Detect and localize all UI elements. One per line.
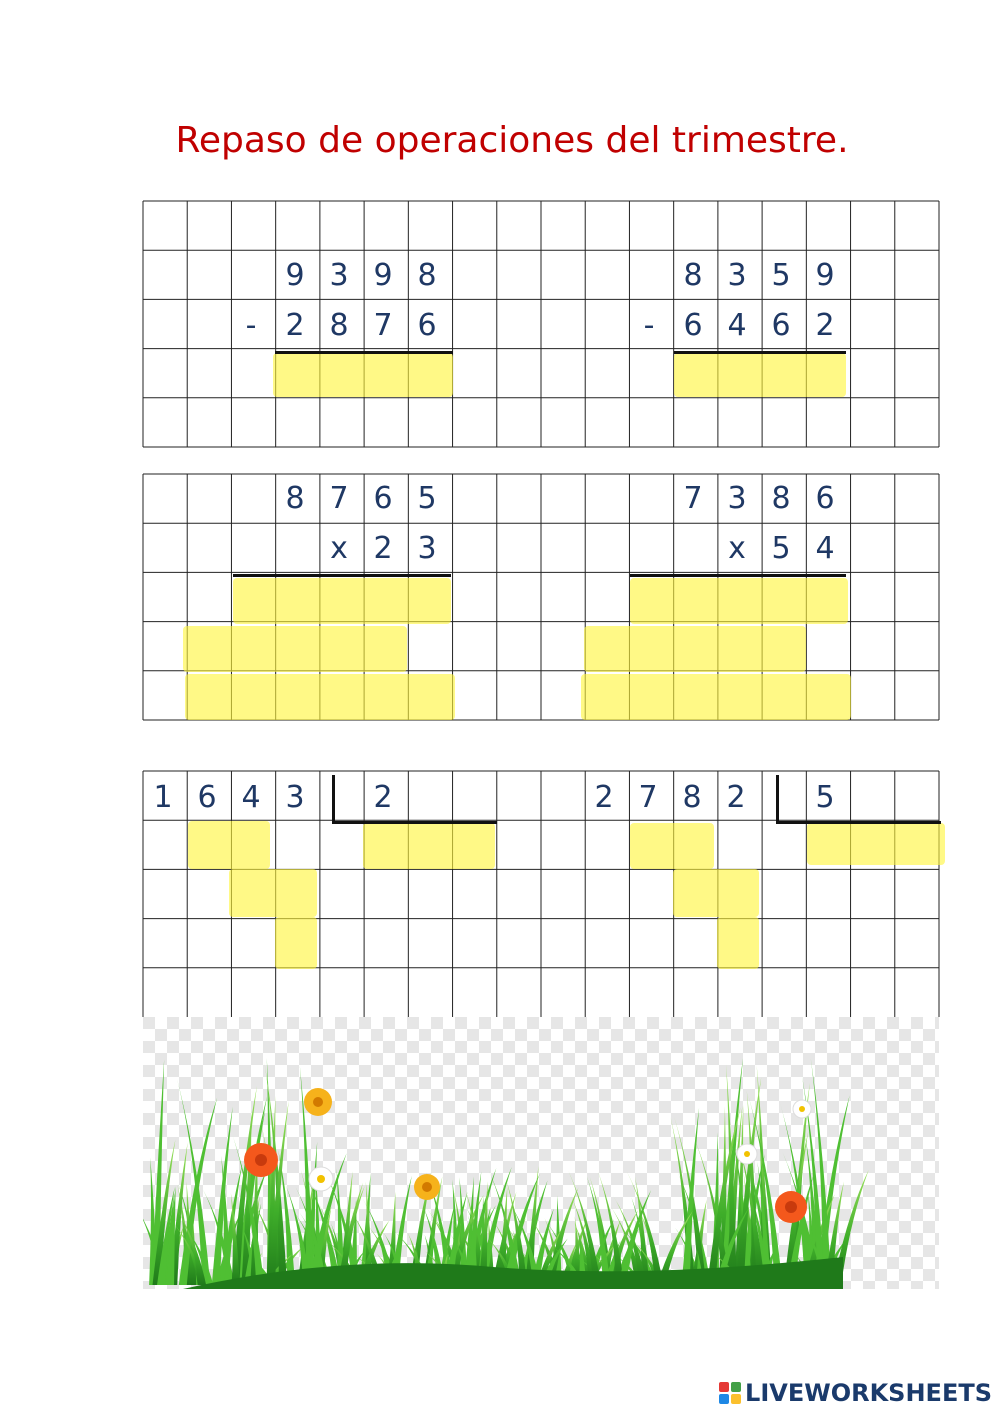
digit: 3 <box>285 780 305 815</box>
multiplication-grid <box>143 474 939 720</box>
minus-sign: - <box>245 308 257 343</box>
liveworksheets-logo <box>719 1379 992 1407</box>
digit: 8 <box>683 258 703 293</box>
digit: 6 <box>373 481 393 516</box>
division-bracket <box>776 821 941 824</box>
underline-rule <box>674 351 846 354</box>
answer-field[interactable] <box>674 353 846 397</box>
page-title: Repaso de operaciones del trimestre. <box>175 120 849 161</box>
answer-field[interactable] <box>229 869 317 917</box>
grass-illustration <box>143 1017 939 1289</box>
minus-sign: - <box>643 308 655 343</box>
digit: 4 <box>241 780 261 815</box>
quotient-field[interactable] <box>807 823 945 865</box>
digit: 3 <box>329 258 349 293</box>
digit: 3 <box>417 531 437 566</box>
digit: 5 <box>771 531 791 566</box>
underline-rule <box>233 574 451 577</box>
digit: 6 <box>683 308 703 343</box>
digit: 9 <box>285 258 305 293</box>
answer-field[interactable] <box>581 674 851 720</box>
digit: 4 <box>815 531 835 566</box>
answer-field[interactable] <box>185 674 455 720</box>
digit: 7 <box>373 308 393 343</box>
digit: 4 <box>727 308 747 343</box>
logo-icon <box>719 1382 741 1404</box>
underline-rule <box>630 574 846 577</box>
digit: 8 <box>771 481 791 516</box>
digit: 7 <box>329 481 349 516</box>
digit: 6 <box>815 481 835 516</box>
answer-field[interactable] <box>630 823 714 869</box>
underline-rule <box>275 351 453 354</box>
answer-field[interactable] <box>630 578 848 624</box>
digit: 6 <box>417 308 437 343</box>
digit: 8 <box>682 780 702 815</box>
answer-field[interactable] <box>273 353 453 397</box>
digit: 3 <box>727 481 747 516</box>
digit: 5 <box>417 481 437 516</box>
division-bracket <box>332 821 497 824</box>
divisor: 2 <box>373 780 393 815</box>
digit: 2 <box>815 308 835 343</box>
digit: 2 <box>373 531 393 566</box>
answer-field[interactable] <box>717 917 759 969</box>
times-sign: x <box>330 531 348 566</box>
division-bracket <box>332 775 335 821</box>
quotient-field[interactable] <box>363 823 495 869</box>
digit: 8 <box>285 481 305 516</box>
digit: 9 <box>815 258 835 293</box>
digit: 5 <box>771 258 791 293</box>
answer-field[interactable] <box>275 917 317 969</box>
times-sign: x <box>728 531 746 566</box>
digit: 2 <box>594 780 614 815</box>
grass-image <box>143 1017 939 1289</box>
digit: 6 <box>771 308 791 343</box>
logo-text: LIVEWORKSHEETS <box>745 1379 992 1407</box>
division-grid <box>143 771 939 1017</box>
answer-field[interactable] <box>673 869 759 917</box>
divisor: 5 <box>815 780 835 815</box>
digit: 7 <box>683 481 703 516</box>
digit: 8 <box>329 308 349 343</box>
answer-field[interactable] <box>188 821 270 869</box>
digit: 3 <box>727 258 747 293</box>
digit: 2 <box>726 780 746 815</box>
digit: 8 <box>417 258 437 293</box>
answer-field[interactable] <box>183 626 407 672</box>
digit: 6 <box>197 780 217 815</box>
answer-field[interactable] <box>233 578 451 624</box>
division-bracket <box>776 775 779 821</box>
answer-field[interactable] <box>584 626 806 672</box>
digit: 2 <box>285 308 305 343</box>
digit: 9 <box>373 258 393 293</box>
subtraction-grid <box>143 201 939 447</box>
digit: 7 <box>638 780 658 815</box>
digit: 1 <box>153 780 173 815</box>
